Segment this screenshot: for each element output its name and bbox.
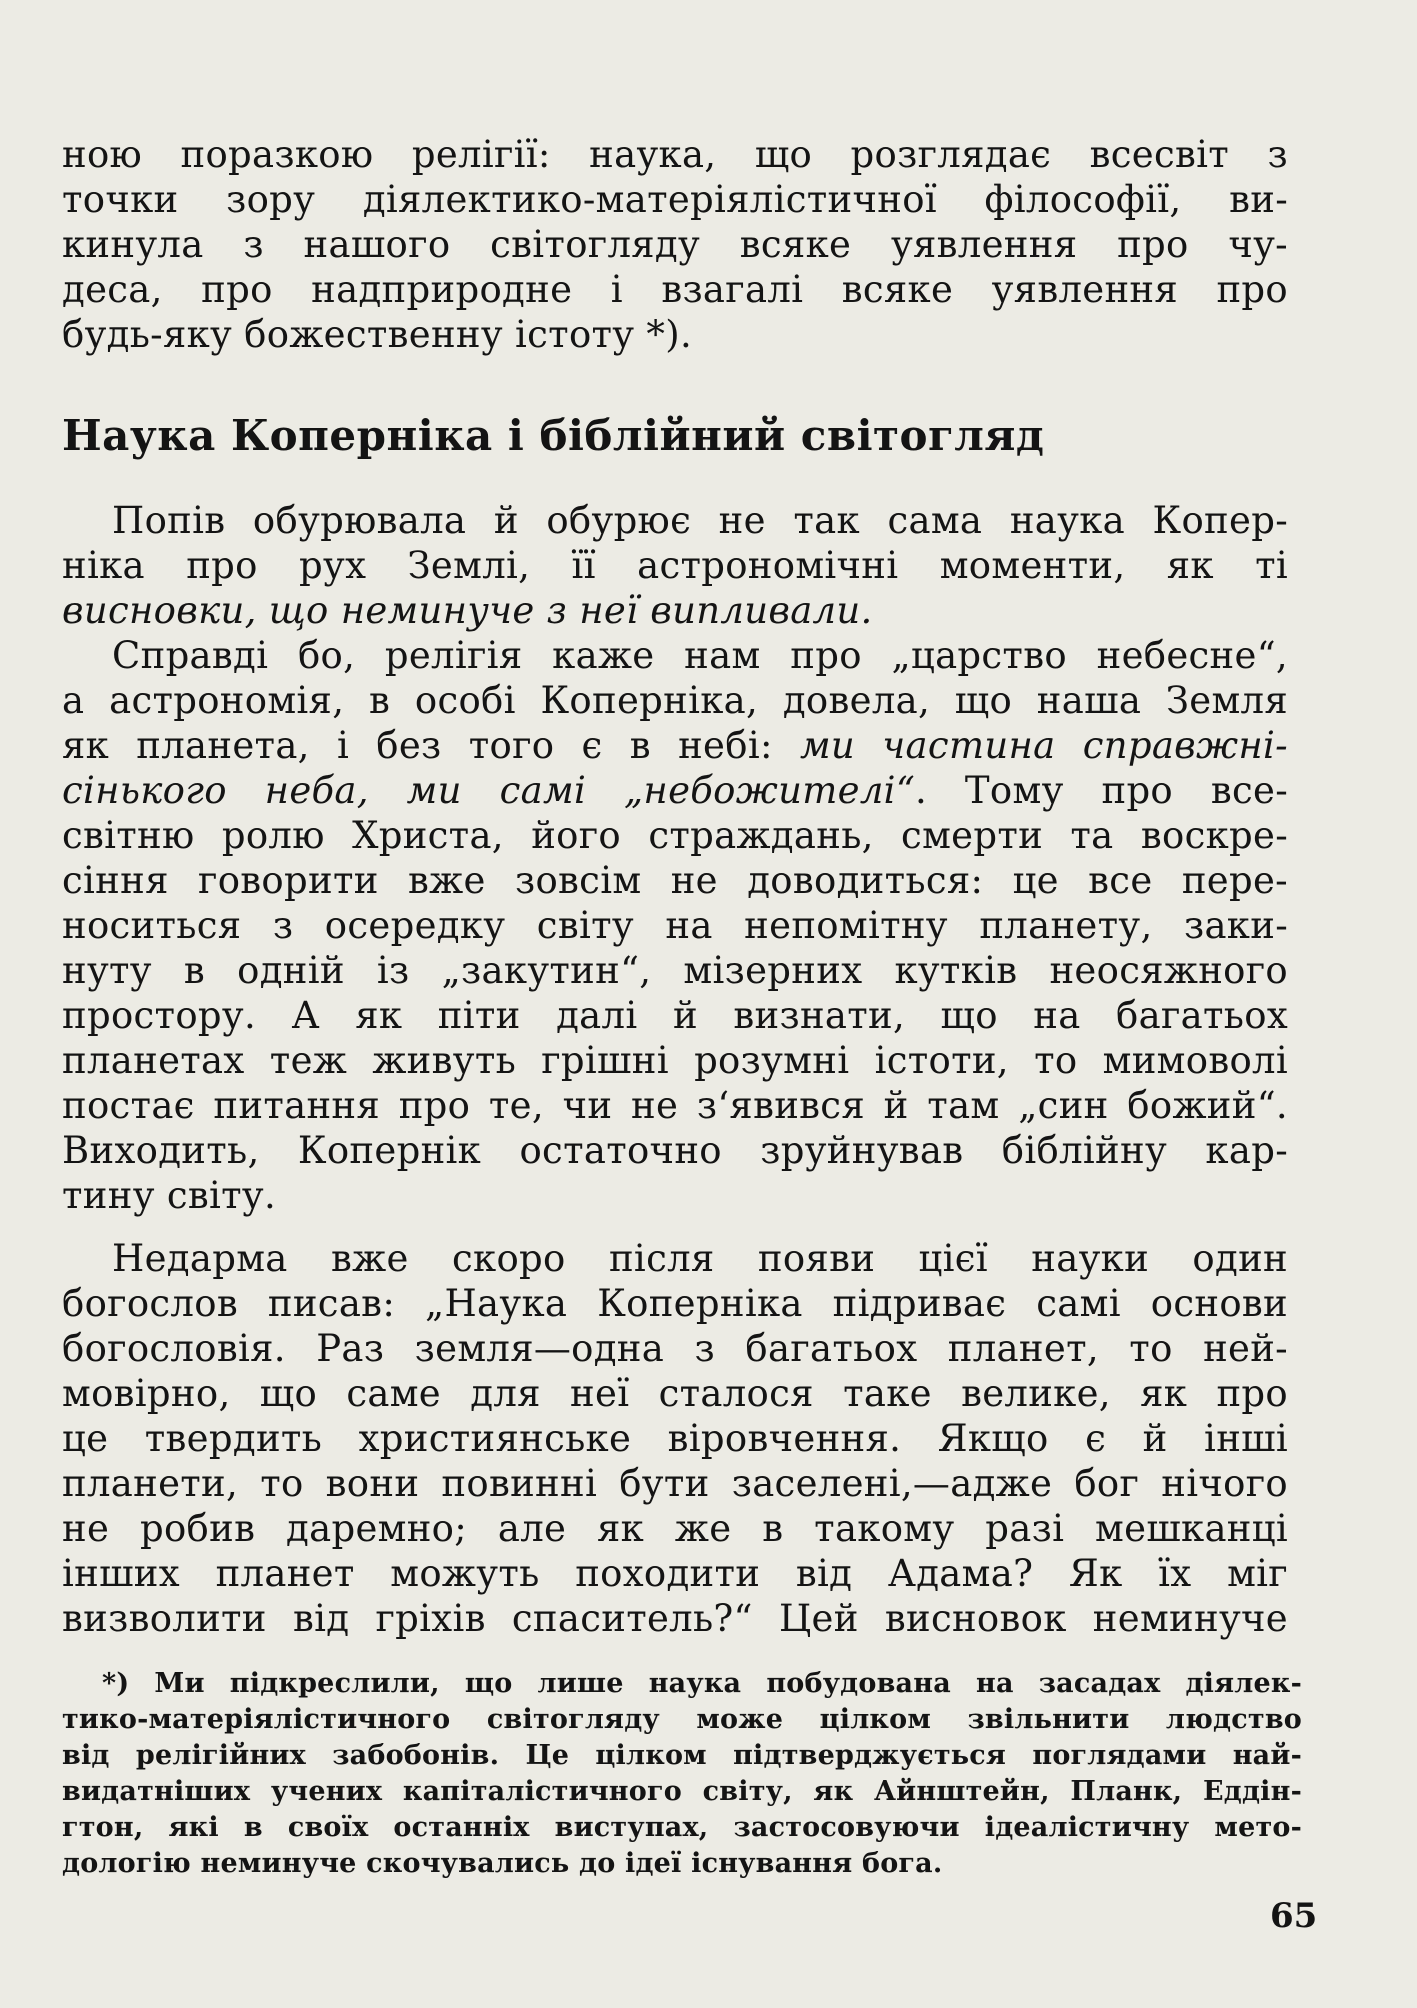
plain-text: . Тому про все- (915, 769, 1288, 812)
paragraph-2 (62, 633, 1288, 1218)
text-line: світню ролю Христа, його страждань, смерти та воскре- (62, 814, 1288, 857)
paragraph-3 (62, 1236, 1288, 1641)
text-line: постає питання про те, чи не з‘явився й там „син божий“. (62, 1084, 1288, 1127)
text-line: планети, то вони повинні бути заселені,—адже бог нічого (62, 1462, 1288, 1505)
text-line (62, 768, 1288, 813)
text-line: ніка про рух Землі, її астрономічні моменти, як ті (62, 544, 1288, 587)
text-line: планетах теж живуть грішні розумні істоти, то мимоволі (62, 1039, 1288, 1082)
text-line: мовірно, що саме для неї сталося таке велике, як про (62, 1372, 1288, 1415)
text-line: богослов писав: „Наука Коперніка підриває самі основи (62, 1282, 1288, 1325)
footnote-line: від релігійних забобонів. Це цілком підтверджується поглядами най- (62, 1740, 1302, 1771)
text-line: сіння говорити вже зовсім не доводиться: це все пере- (62, 859, 1288, 902)
footnote-line: гтон, які в своїх останніх виступах, застосовуючи ідеалістичну мето- (62, 1812, 1302, 1843)
text-line: ною поразкою релігії: наука, що розглядає всесвіт з (62, 133, 1288, 176)
footnote-line: тико-матеріялістичного світогляду може цілком звільнити людство (62, 1704, 1302, 1735)
text-line: а астрономія, в особі Коперніка, довела, що наша Земля (62, 679, 1288, 722)
text-line: Справді бо, релігія каже нам про „царство небесне“, (112, 634, 1288, 677)
italic-text: висновки, що неминуче з неї випливали. (62, 589, 873, 632)
text-line: Недарма вже скоро після появи цієї науки один (112, 1237, 1288, 1280)
text-line (62, 723, 1288, 768)
plain-text: як планета, і без того є в небі: (62, 724, 800, 767)
text-line: нуту в одній із „закутин“, мізерних кутків неосяжного (62, 949, 1288, 992)
paragraph-1 (62, 498, 1288, 633)
section-heading: Наука Коперніка і біблійний світогляд (62, 411, 1045, 460)
text-line: визволити від гріхів спаситель?“ Цей висновок неминуче (62, 1597, 1288, 1640)
text-line (62, 588, 1288, 633)
text-line: не робив даремно; але як же в такому разі мешканці (62, 1507, 1288, 1550)
footnote-line: *) Ми підкреслили, що лише наука побудована на засадах діялек- (102, 1668, 1302, 1699)
text-line: богословія. Раз земля—одна з багатьох планет, то ней- (62, 1327, 1288, 1370)
text-line: деса, про надприродне і взагалі всяке уявлення про (62, 268, 1288, 311)
top-paragraph (62, 132, 1288, 357)
text-line: інших планет можуть походити від Адама? Як їх міг (62, 1552, 1288, 1595)
italic-text: сінького неба, ми самі „небожителі“ (62, 769, 916, 812)
page-number: 65 (1270, 1896, 1318, 1936)
text-line: простору. А як піти далі й визнати, що на багатьох (62, 994, 1288, 1037)
text-line: Попів обурювала й обурює не так сама наука Копер- (112, 499, 1288, 542)
text-line: це твердить християнське віровчення. Якщо є й інші (62, 1417, 1288, 1460)
footnote-line: дологію неминуче скочувались до ідеї існування бога. (62, 1848, 943, 1879)
text-line: кинула з нашого світогляду всяке уявлення про чу- (62, 223, 1288, 266)
footnote-line: видатніших учених капіталістичного світу, як Айнштейн, Планк, Еддін- (62, 1776, 1302, 1807)
text-line: будь-яку божественну істоту *). (62, 313, 693, 356)
text-line: Виходить, Копернік остаточно зруйнував біблійну кар- (62, 1129, 1288, 1172)
text-line: носиться з осередку світу на непомітну планету, заки- (62, 904, 1288, 947)
footnote (62, 1666, 1302, 1882)
text-line: тину світу. (62, 1174, 277, 1217)
italic-text: ми частина справжні- (799, 724, 1288, 767)
text-line: точки зору діялектико-матеріялістичної філософії, ви- (62, 178, 1288, 221)
